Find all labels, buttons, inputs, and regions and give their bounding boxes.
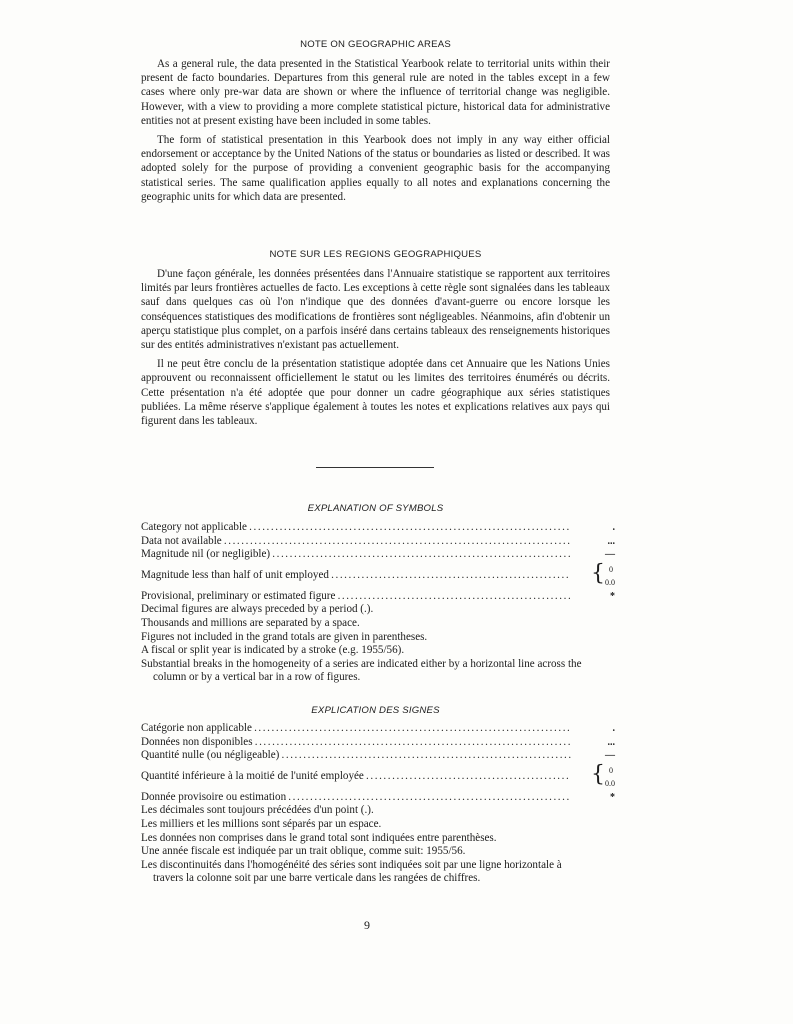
half-unit-symbols xyxy=(591,562,615,590)
symbol-note: Figures not included in the grand totals are given in parentheses. xyxy=(141,630,428,643)
en-note-title: NOTE ON GEOGRAPHIC AREAS xyxy=(300,39,451,50)
symbol-label: Catégorie non applicable . . . xyxy=(141,722,571,736)
symbol-row xyxy=(141,521,615,535)
symbol-row xyxy=(141,736,615,750)
fr-geographic-note xyxy=(141,249,610,428)
symbol-value: ... xyxy=(607,736,615,748)
symbol-label: Provisional, preliminary or estimated figure . . . xyxy=(141,590,571,604)
symbol-note: Une année fiscale est indiquée par un trait oblique, comme suit: 1955/56. xyxy=(141,845,466,858)
fr-note-paragraph-2: Il ne peut être conclu de la présentation statistique adoptée dans cet Annuaire que les Nations Unies approuvent ou reconnaissent officiellement le statut ou les limites des territoires énumérés ou décrits. Cette présentation n'a été adoptée que pour donner un cadre géographique aux séries statistiques publiées. La même réserve s'applique également à toutes les notes et explications relatives aux pays qui figurent dans les tableaux. xyxy=(141,358,610,428)
symbol-note: Les discontinuités dans l'homogénéité des séries sont indiquées soit par une ligne horizontale à travers la colonne soit par une barre verticale dans les rangées de chiffres. xyxy=(141,858,562,885)
fr-symbols-title: EXPLICATION DES SIGNES xyxy=(311,705,440,716)
symbol-row xyxy=(141,590,615,604)
brace-glyph: { xyxy=(591,761,605,787)
symbol-label: Category not applicable . . . xyxy=(141,521,571,535)
symbol-value: ... xyxy=(607,535,615,547)
symbol-row xyxy=(141,749,615,763)
symbol-value-zero-decimal: 0.0 xyxy=(605,577,615,587)
en-geographic-note xyxy=(141,39,610,204)
symbol-row xyxy=(141,535,615,549)
symbol-value: . xyxy=(612,723,615,734)
symbol-value: . xyxy=(612,522,615,533)
symbol-label: Data not available . . . xyxy=(141,535,571,549)
symbol-label: Quantité inférieure à la moitié de l'unité employée . . . xyxy=(141,770,571,784)
symbol-row xyxy=(141,548,615,562)
symbol-note: A fiscal or split year is indicated by a stroke (e.g. 1955/56). xyxy=(141,644,405,657)
en-note-paragraph-1: As a general rule, the data presented in the Statistical Yearbook relate to territorial units within their present de facto boundaries. Departures from this general rule are noted in the tables except in a few cases where only pre-war data are shown or where the influence of territorial change was negligible. However, with a view to providing a more complete statistical picture, historical data for administrative entities not at present existing have been included in some tables. xyxy=(141,58,610,127)
symbol-note: Decimal figures are always preceded by a period (.). xyxy=(141,603,374,616)
symbol-value: — xyxy=(605,750,615,762)
half-unit-symbols xyxy=(591,763,615,791)
en-symbols-title: EXPLANATION OF SYMBOLS xyxy=(307,503,444,514)
symbol-label: Magnitude nil (or negligible) . . . xyxy=(141,548,571,562)
symbol-note: Thousands and millions are separated by a space. xyxy=(141,616,360,629)
symbol-value-zero-decimal: 0.0 xyxy=(605,778,615,788)
symbol-value: * xyxy=(610,791,615,803)
symbol-value-zero: 0 xyxy=(609,564,613,574)
page-number: 9 xyxy=(364,918,370,932)
symbol-note: Les données non comprises dans le grand total sont indiquées entre parenthèses. xyxy=(141,831,497,844)
symbol-label: Quantité nulle (ou négligeable) . . . xyxy=(141,749,571,763)
symbol-value: — xyxy=(605,549,615,561)
symbol-note: Les milliers et les millions sont séparés par un espace. xyxy=(141,817,382,830)
section-divider xyxy=(316,467,434,468)
fr-note-title: NOTE SUR LES REGIONS GEOGRAPHIQUES xyxy=(269,249,482,260)
fr-symbols-list xyxy=(141,722,615,886)
symbol-value: * xyxy=(610,590,615,602)
symbol-row xyxy=(141,722,615,736)
symbol-value-zero: 0 xyxy=(609,765,613,775)
brace-glyph: { xyxy=(591,560,605,586)
symbol-label: Donnée provisoire ou estimation . . . xyxy=(141,791,571,805)
en-note-paragraph-2: The form of statistical presentation in this Yearbook does not imply in any way either official endorsement or acceptance by the United Nations of the status or boundaries as listed or described. It was adopted solely for the purpose of providing a convenient geographic basis for the accompanying statistical series. The same qualification applies equally to all notes and explanations concerning the geographic units for which data are presented. xyxy=(141,134,610,203)
symbol-row xyxy=(141,791,615,805)
symbol-note: Substantial breaks in the homogeneity of a series are indicated either by a horizontal line across the column or by a vertical bar in a row of figures. xyxy=(141,657,582,684)
fr-note-paragraph-1: D'une façon générale, les données présentées dans l'Annuaire statistique se rapportent aux territoires limités par leurs frontières actuelles de facto. Les exceptions à cette règle sont signalées dans les tableaux sauf dans quelques cas où l'on n'indique que des données d'avant-guerre ou encore lorsque les conséquences statistiques des modifications de frontières sont négligeables. Néanmoins, afin d'obtenir un aperçu statistique plus complet, on a parfois inséré dans certains tableaux des renseignements historiques sur des entités administratives n'existant pas actuellement. xyxy=(141,268,610,352)
symbol-row-half-unit xyxy=(141,763,615,791)
symbol-label: Données non disponibles . . . xyxy=(141,736,571,750)
symbol-note: Les décimales sont toujours précédées d'un point (.). xyxy=(141,804,374,817)
en-symbols-list xyxy=(141,521,615,685)
symbol-row-half-unit xyxy=(141,562,615,590)
symbol-label: Magnitude less than half of unit employed . . . xyxy=(141,569,571,583)
